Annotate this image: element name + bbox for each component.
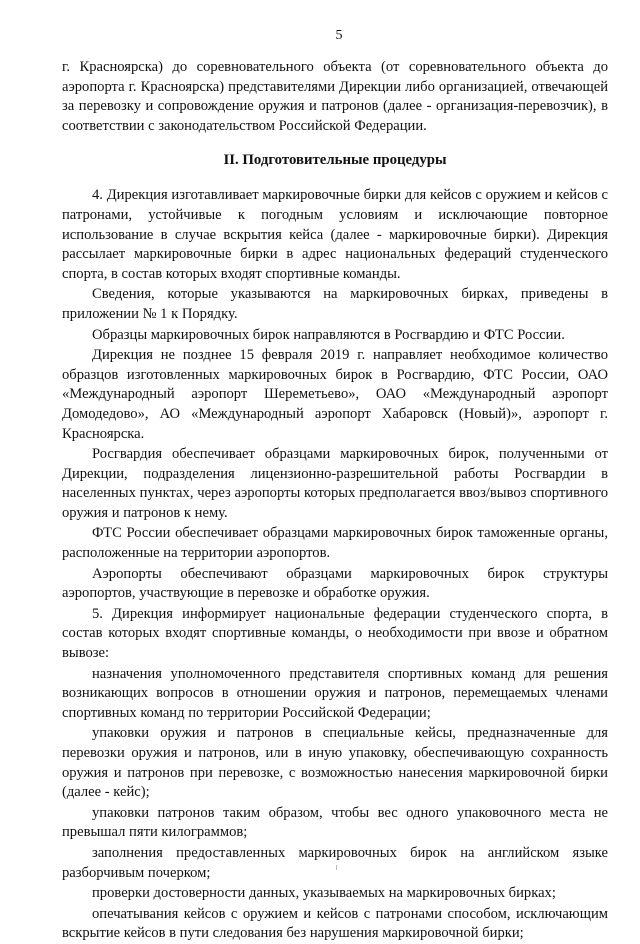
paragraph-item-5: 5. Дирекция информирует национальные федерации студенческого спорта, в состав которых входят спортивные команды, о необходимости при ввозе и обратном вывозе: bbox=[62, 605, 608, 662]
paragraph-representative: назначения уполномоченного представителя спортивных команд для решения возникающих вопросов в отношении оружия и патронов, перемещаемых членами спортивных команд по территории Российской Федерации; bbox=[62, 665, 608, 721]
paragraph-label-info: Сведения, которые указываются на маркировочных бирках, приведены в приложении № 1 к Порядку. bbox=[62, 286, 608, 322]
section-heading: II. Подготовительные процедуры bbox=[223, 152, 447, 169]
page-number: 5 bbox=[335, 28, 343, 43]
paragraph-verify-data: проверки достоверности данных, указываемых на маркировочных бирках; bbox=[92, 885, 556, 902]
scan-mark bbox=[336, 865, 337, 870]
paragraph-seal-cases: опечатывания кейсов с оружием и кейсов с патронами способом, исключающим вскрытие кейсов в пути следования без нарушения маркировочной бирки; bbox=[62, 905, 608, 942]
paragraph-fts: ФТС России обеспечивает образцами маркировочных бирок таможенные органы, расположенные на территории аэропортов. bbox=[62, 525, 608, 562]
paragraph-samples-sent: Образцы маркировочных бирок направляются в Росгвардию и ФТС России. bbox=[92, 326, 565, 343]
paragraph-fill-labels: заполнения предоставленных маркировочных бирок на английском языке разборчивым почерком; bbox=[62, 844, 608, 881]
paragraph-deadline: Дирекция не позднее 15 февраля 2019 г. направляет необходимое количество образцов изготовленных маркировочных бирок в Росгвардию, ФТС России, ОАО «Международный аэропорт Шереметьево», ОАО «Международный аэропорт Домодедово», АО «Международный аэропорт Хабаровск (Новый)», аэропорт г. Красноярска. bbox=[62, 347, 608, 442]
intro-paragraph: г. Красноярска) до соревновательного объекта (от соревновательного объекта до аэропорта г. Красноярска) представителями Дирекции либо организацией, отвечающей за перевозку и сопровождение оружия и патронов (далее - организация-перевозчик), в соответствии с законодательством Российской Федерации. bbox=[62, 59, 608, 134]
paragraph-packing-cases: упаковки оружия и патронов в специальные кейсы, предназначенные для перевозки оружия и патронов, или в иную упаковку, обеспечивающую сохранность оружия и патронов при перевозке, с возможностью нанесения маркировочной бирки (далее - кейс); bbox=[62, 725, 608, 801]
paragraph-ammo-weight: упаковки патронов таким образом, чтобы вес одного упаковочного места не превышал пяти килограммов; bbox=[62, 804, 608, 841]
paragraph-item-4: 4. Дирекция изготавливает маркировочные бирки для кейсов с оружием и кейсов с патронами, устойчивые к погодным условиям и исключающие повторное использование в случае вскрытия кейса (далее - маркировочные бирки). Дирекция рассылает маркировочные бирки в адрес национальных федераций студенческого спорта, в состав которых входят спортивные команды. bbox=[62, 187, 608, 282]
paragraph-rosgvardia: Росгвардия обеспечивает образцами маркировочных бирок, полученными от Дирекции, подразделения лицензионно-разрешительной работы Росгвардии в населенных пунктах, через аэропорты которых предполагается ввоз/вывоз спортивного оружия и патронов к нему. bbox=[62, 446, 608, 521]
paragraph-airports: Аэропорты обеспечивают образцами маркировочных бирок структуры аэропортов, участвующие в перевозке и обработке оружия. bbox=[62, 565, 608, 602]
